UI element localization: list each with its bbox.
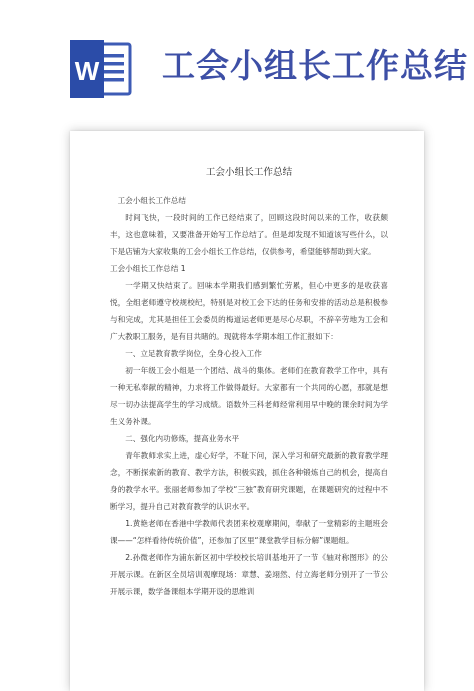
banner-title: 工会小组长工作总结 [162,46,468,85]
doc-list-item: 2.孙微老师作为浦东新区初中学校校长培训基地开了一节《轴对称图形》的公开展示课。在新区全员培训观摩现场：章慧、姜翊然、付立海老师分别开了一节公开展示课，数学备课组本学期开设的思维训 [110,553,388,596]
document-page [70,131,424,691]
word-document-icon [70,40,132,98]
doc-section-title: 工会小组长工作总结 1 [110,264,186,273]
doc-paragraph: 一学期又快结束了。回味本学期我们感到繁忙劳累，但心中更多的是收获喜悦，全组老师遵守校规校纪，特别是对校工会下达的任务和安排的活动总是积极参与和完成，尤其是担任工会委员的梅道运老师更是尽心尽职，不辞辛劳地为工会和广大教职工服务，是有目共睹的。现就将本学期本组工作汇报如下： [110,281,388,341]
doc-subheading: 二、强化内功修炼，提高业务水平 [125,434,240,443]
doc-list-item: 1.黄艳老师在香港中学教师代表团来校观摩期间，奉献了一堂精彩的主题班会课——“怎样看待传统价值”，还参加了区里“课堂教学目标分解”课题组。 [110,519,388,545]
doc-heading: 工会小组长工作总结 [117,196,186,205]
doc-paragraph: 初一年级工会小组是一个团结、战斗的集体。老师们在教育教学工作中，具有一种无私奉献的精神，力求将工作做得最好。大家都有一个共同的心愿，那就是想尽一切办法提高学生的学习成绩。语数外三科老师经常利用早中晚的课余时间为学生义务补课。 [110,366,388,426]
document-title: 工会小组长工作总结 [205,167,293,178]
document-body [110,166,388,600]
doc-paragraph: 时间飞快，一段时间的工作已经结束了，回顾这段时间以来的工作，收获颇丰，这也意味着，又要准备开始写工作总结了。但是却发现不知道该写些什么，以下是店铺为大家收集的工会小组长工作总结，仅供参考，希望能够帮助到大家。 [110,213,388,256]
word-logo-letter: W [74,56,100,86]
doc-paragraph: 青年教师求实上进，虚心好学，不耻下问，深入学习和研究最新的教育教学理念，不断探索新的教育、教学方法，积极实践，抓住各种锻炼自己的机会，提高自身的教学水平。张丽老师参加了学校“三独”教育研究课题，在课题研究的过程中不断学习，提升自己对教育教学的认识水平。 [110,451,388,511]
banner [0,0,474,130]
doc-subheading: 一、立足教育教学岗位，全身心投入工作 [125,349,262,358]
